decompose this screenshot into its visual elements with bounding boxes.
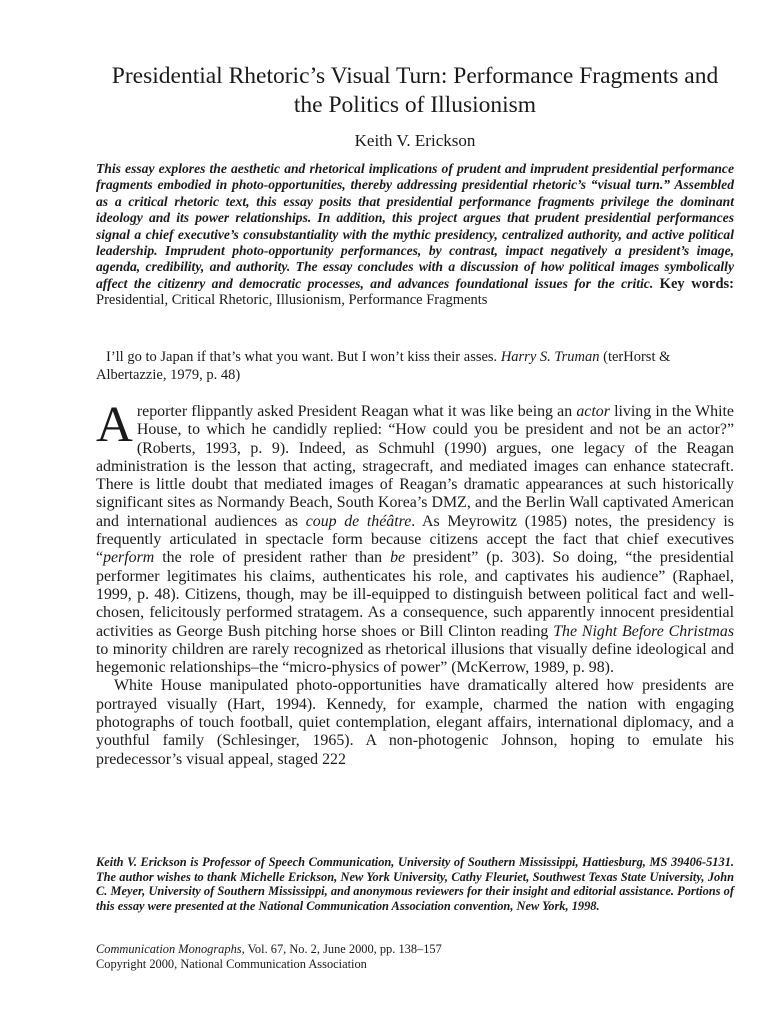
citation-details: Vol. 67, No. 2, June 2000, pp. 138–157 xyxy=(244,942,442,956)
body-text-run: president” (p. 303). So doing, “the presidential performer legitimates his claims, authenticates his role, and captivates his audience” (Raphael, 1999, p. 48). Citizens, though, may be ill-equipped to distinguish between political fact and well-chosen, felicitously performed stratagem. As a consequence, such apparently innocent presidential activities as George Bush pitching horse shoes or Bill Clinton reading xyxy=(96,549,734,640)
body-text-run: living in the White House, to which he candidly replied: “How could you be president and not be an actor?” (Roberts, 1993, p. 9). Indeed, as Schmuhl (1990) argues, one legacy of the Reagan administration is the lesson that acting, stragecraft, and mediated images can enhance statecraft. There is little doubt that mediated images of Reagan’s dramatic appearances at such historically significant sites as Normandy Beach, South Korea’s DMZ, and the Berlin Wall captivated American and international audiences as xyxy=(96,403,734,530)
emphasis: be xyxy=(390,549,406,567)
body-text-run: reporter flippantly asked President Reagan what it was like being an xyxy=(136,403,577,420)
body-text-run: the role of president rather than xyxy=(154,549,391,567)
keywords: Presidential, Critical Rhetoric, Illusionism, Performance Fragments xyxy=(96,292,488,309)
body-text xyxy=(96,397,735,769)
epigraph-source: (terHorst & Albertazzie, 1979, p. 48) xyxy=(96,349,671,383)
keywords-label: Key words: xyxy=(659,275,734,292)
emphasis: perform xyxy=(103,549,155,567)
body-text-run: to minority children are rarely recognized as rhetorical illusions that visually define ideological and hegemonic relationships–the “micro-physics of power” (McKerrow, 1989, p. 98). xyxy=(96,640,734,677)
body-paragraph-2: White House manipulated photo-opportunities have dramatically altered how presidents are portrayed visually (Hart, 1994). Kennedy, for example, charmed the nation with engaging photographs of touch football, quiet contemplation, elegant affairs, international diplomacy, and a youthful family (Schlesinger, 1965). A non-photogenic Johnson, hoping to emulate his predecessor’s visual appeal, staged 222 xyxy=(96,677,734,768)
author-footnote: Keith V. Erickson is Professor of Speech Communication, University of Southern Mississippi, Hattiesburg, MS 39406-5131. The author wishes to thank Michelle Erickson, New York University, Cathy Fleuriet, Southwest Texas State University, John C. Meyer, University of Southern Mississippi, and anonymous reviewers for their insight and editorial assistance. Portions of this essay were presented at the National Communication Association convention, New York, 1998. xyxy=(96,855,734,913)
abstract xyxy=(96,161,734,309)
body-text-run: . As Meyrowitz (1985) notes, the presidency is frequently articulated in spectacle form because citizens accept the fact that chief executives “ xyxy=(96,512,734,567)
epigraph-quote: I’ll go to Japan if that’s what you want. But I won’t kiss their asses. xyxy=(106,349,498,365)
epigraph xyxy=(96,348,734,384)
article-author: Keith V. Erickson xyxy=(354,131,476,150)
citation xyxy=(96,942,734,971)
copyright: Copyright 2000, National Communication Association xyxy=(96,956,367,971)
emphasis: The Night Before Christmas xyxy=(553,622,735,640)
emphasis: coup de théâtre xyxy=(305,512,412,530)
epigraph-attribution: Harry S. Truman xyxy=(500,349,600,365)
journal-name: Communication Monographs, xyxy=(96,942,245,956)
abstract-text: This essay explores the aesthetic and rhetorical implications of prudent and imprudent presidential performance fragments embodied in photo-opportunities, thereby addressing presidential rhetoric’s “visual turn.” Assembled as a critical rhetoric text, this essay posits that presidential performance fragments privilege the dominant ideology and its power relationships. In addition, this project argues that prudent presidential performances signal a chief executive’s consubstantiality with the mythic presidency, centralized authority, and active political leadership. Imprudent photo-opportunity performances, by contrast, impact negatively a president’s image, agenda, credibility, and authority. The essay concludes with a discussion of how political images symbolically affect the citizenry and democratic processes, and advances foundational issues for the critic. xyxy=(96,161,734,291)
drop-cap: A xyxy=(96,397,133,453)
body-paragraph-1 xyxy=(96,397,735,677)
article-title: Presidential Rhetoric’s Visual Turn: Performance Fragments and the Politics of Illusionism xyxy=(111,63,719,118)
emphasis: actor xyxy=(576,403,610,420)
